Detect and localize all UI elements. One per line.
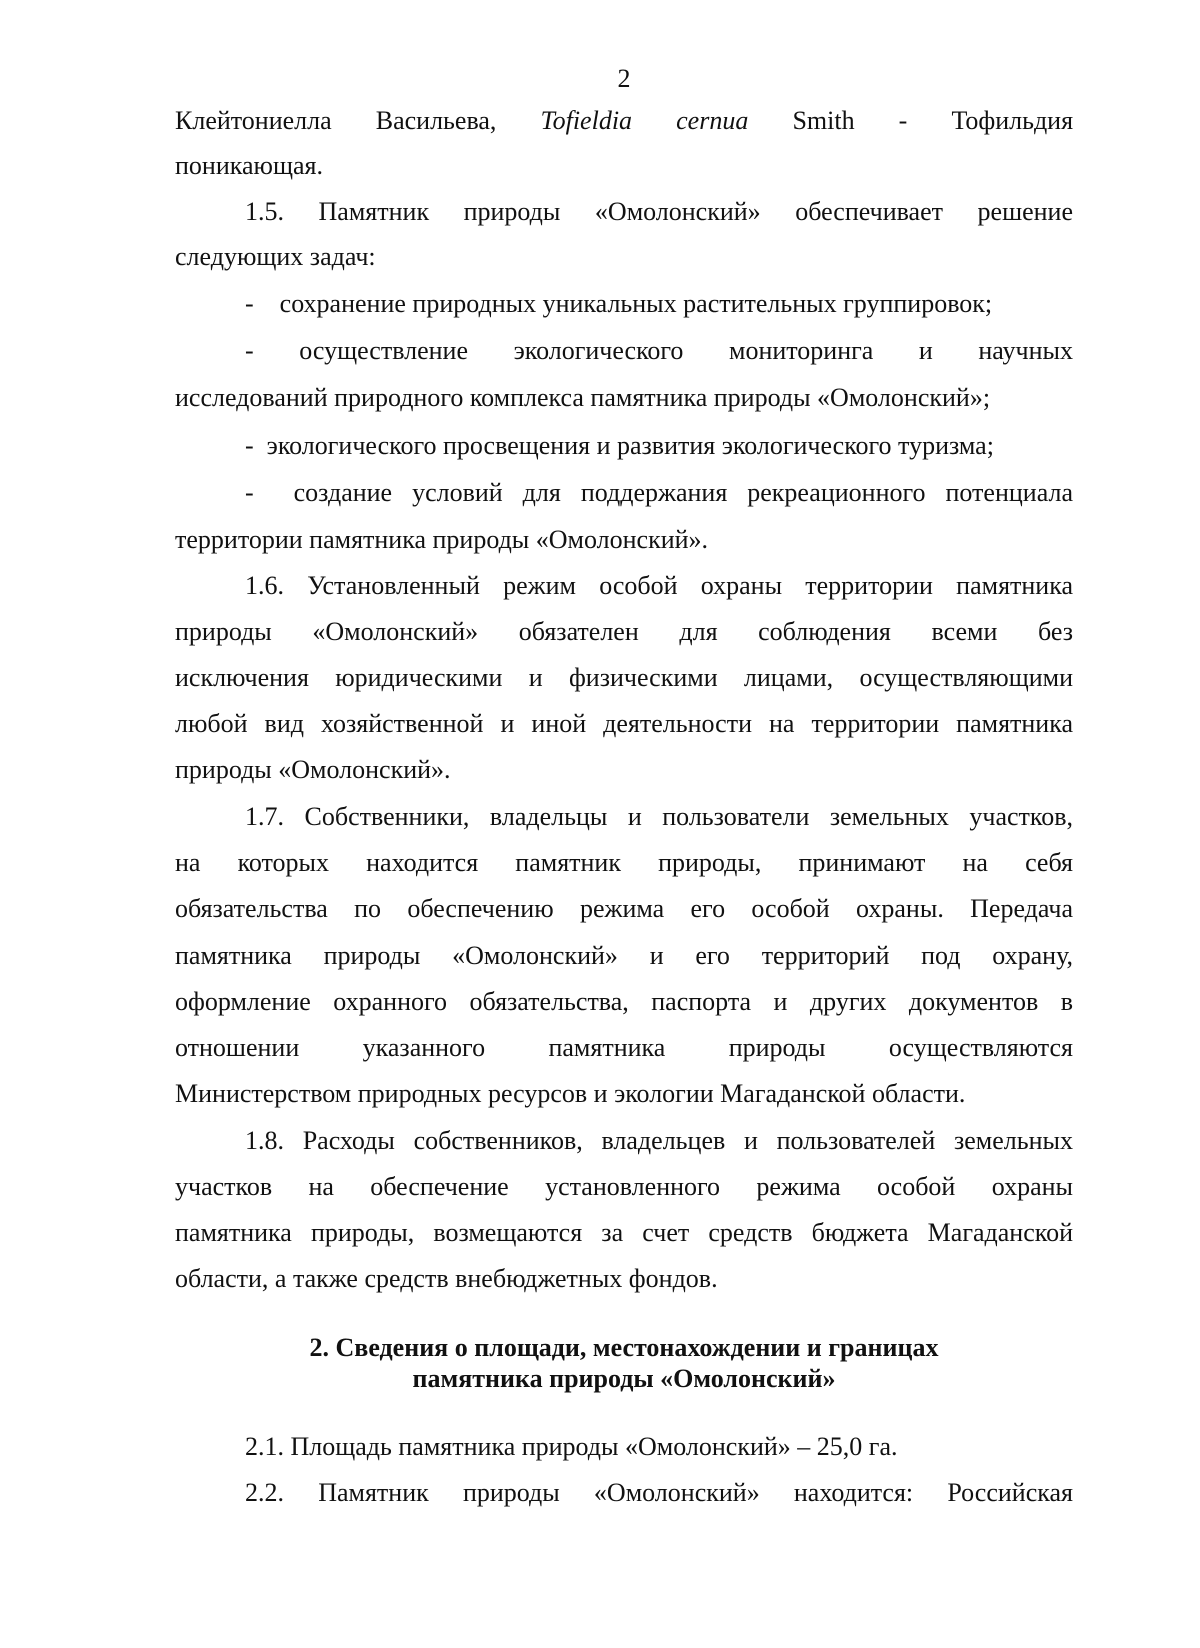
text-line: участков на обеспечение установленного режима особой охраны <box>175 1172 1073 1201</box>
paragraph-1-8: 1.8. Расходы собственников, владельцев и пользователей земельных <box>245 1126 1073 1155</box>
paragraph-1-5: 1.5. Памятник природы «Омолонский» обеспечивает решение <box>245 197 1073 226</box>
section-heading: 2. Сведения о площади, местонахождении и границах <box>309 1333 939 1362</box>
text-line: территории памятника природы «Омолонский». <box>175 525 709 554</box>
text-line: отношении указанного памятника природы осуществляются <box>175 1033 1073 1062</box>
text-word: Васильева, <box>375 106 497 135</box>
text-line: исключения юридическими и физическими лицами, осуществляющими <box>175 663 1073 692</box>
latin-genus: Tofieldia <box>540 106 633 135</box>
text-line: любой вид хозяйственной и иной деятельности на территории памятника <box>175 709 1073 738</box>
text-line: природы «Омолонский». <box>175 755 451 784</box>
paragraph-1-7: 1.7. Собственники, владельцы и пользователи земельных участков, <box>245 802 1073 831</box>
text-line: исследований природного комплекса памятника природы «Омолонский»; <box>175 383 991 412</box>
paragraph-2-2: 2.2. Памятник природы «Омолонский» находится: Российская <box>245 1478 1073 1507</box>
latin-species: cernua <box>676 106 749 135</box>
paragraph-2-1: 2.1. Площадь памятника природы «Омолонский» – 25,0 га. <box>245 1432 898 1461</box>
list-item: - сохранение природных уникальных растительных группировок; <box>245 289 993 318</box>
text-line <box>175 104 1073 138</box>
text-line: области, а также средств внебюджетных фондов. <box>175 1264 718 1293</box>
text-line: памятника природы, возмещаются за счет средств бюджета Магаданской <box>175 1218 1073 1247</box>
text-line: памятника природы «Омолонский» и его территорий под охрану, <box>175 941 1073 970</box>
text-line: на которых находится памятник природы, принимают на себя <box>175 848 1073 877</box>
page-number: 2 <box>617 64 631 93</box>
text-line: следующих задач: <box>175 242 376 271</box>
list-item: - осуществление экологического мониторинга и научных <box>245 336 1073 365</box>
list-item: - экологического просвещения и развития экологического туризма; <box>245 431 994 460</box>
section-heading: памятника природы «Омолонский» <box>412 1364 836 1393</box>
text-line: природы «Омолонский» обязателен для соблюдения всеми без <box>175 617 1073 646</box>
paragraph-1-6: 1.6. Установленный режим особой охраны территории памятника <box>245 571 1073 600</box>
text-word: Smith <box>792 106 855 135</box>
text-word: - <box>898 106 908 135</box>
text-line: обязательства по обеспечению режима его особой охраны. Передача <box>175 894 1073 923</box>
text-line: Министерством природных ресурсов и экологии Магаданской области. <box>175 1079 966 1108</box>
text-word: Тофильдия <box>951 106 1074 135</box>
text-line: оформление охранного обязательства, паспорта и других документов в <box>175 987 1073 1016</box>
list-item: - создание условий для поддержания рекреационного потенциала <box>245 478 1073 507</box>
text-line: поникающая. <box>175 151 323 180</box>
text-word: Клейтониелла <box>175 106 332 135</box>
